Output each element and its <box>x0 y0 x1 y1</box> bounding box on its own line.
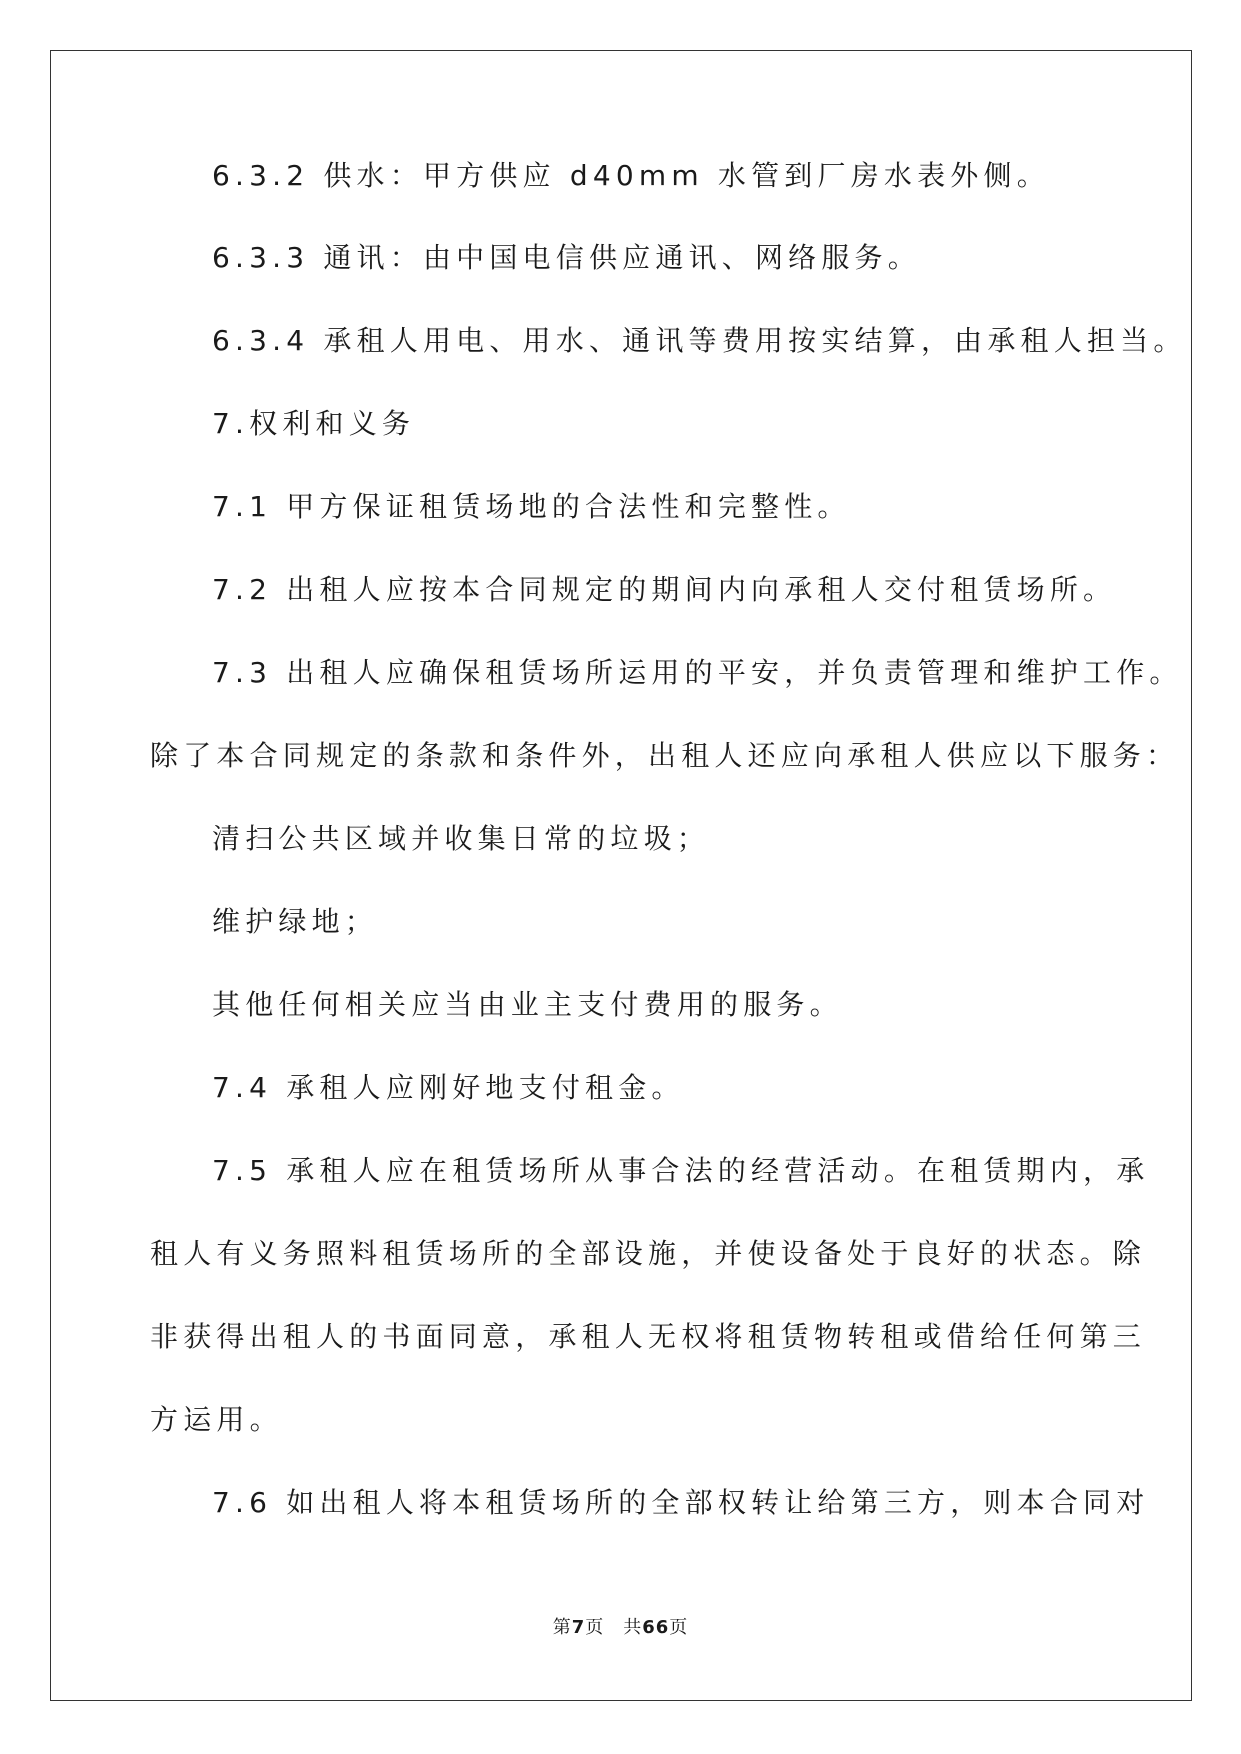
footer-page-prefix: 第 <box>552 1617 572 1638</box>
service-item-other: 其他任何相关应当由业主支付费用的服务。 <box>212 988 843 1021</box>
clause-7-5-line-4: 方运用。 <box>150 1403 283 1436</box>
clause-6-3-3: 6.3.3 通讯：由中国电信供应通讯、网络服务。 <box>212 241 921 274</box>
clause-7-5-line-1: 7.5 承租人应在租赁场所从事合法的经营活动。在租赁期内，承 <box>212 1154 1150 1187</box>
section-7-heading: 7.权利和义务 <box>212 407 416 440</box>
clause-7-4: 7.4 承租人应刚好地支付租金。 <box>212 1071 685 1104</box>
service-item-greenery: 维护绿地； <box>212 905 379 938</box>
footer-page-current: 7 <box>571 1617 586 1638</box>
clause-7-6: 7.6 如出租人将本租赁场所的全部权转让给第三方，则本合同对 <box>212 1486 1150 1519</box>
footer-page-suffix: 页 <box>669 1617 689 1638</box>
footer-page-total: 66 <box>642 1617 670 1638</box>
clause-7-1: 7.1 甲方保证租赁场地的合法性和完整性。 <box>212 490 851 523</box>
footer-page-mid: 页 共 <box>585 1617 643 1638</box>
clause-7-2: 7.2 出租人应按本合同规定的期间内向承租人交付租赁场所。 <box>212 573 1117 606</box>
clause-7-3: 7.3 出租人应确保租赁场所运用的平安，并负责管理和维护工作。 <box>212 656 1183 689</box>
clause-6-3-4: 6.3.4 承租人用电、用水、通讯等费用按实结算，由承租人担当。 <box>212 324 1187 357</box>
page-number-footer <box>0 1616 1241 1640</box>
page-border <box>50 50 1192 1701</box>
clause-7-5-line-3: 非获得出租人的书面同意，承租人无权将租赁物转租或借给任何第三 <box>150 1320 1147 1353</box>
clause-7-3-continuation: 除了本合同规定的条款和条件外，出租人还应向承租人供应以下服务： <box>150 739 1180 772</box>
clause-6-3-2: 6.3.2 供水：甲方供应 d40mm 水管到厂房水表外侧。 <box>212 159 1050 192</box>
clause-7-5-line-2: 租人有义务照料租赁场所的全部设施，并使设备处于良好的状态。除 <box>150 1237 1147 1270</box>
service-item-cleaning: 清扫公共区域并收集日常的垃圾； <box>212 822 711 855</box>
